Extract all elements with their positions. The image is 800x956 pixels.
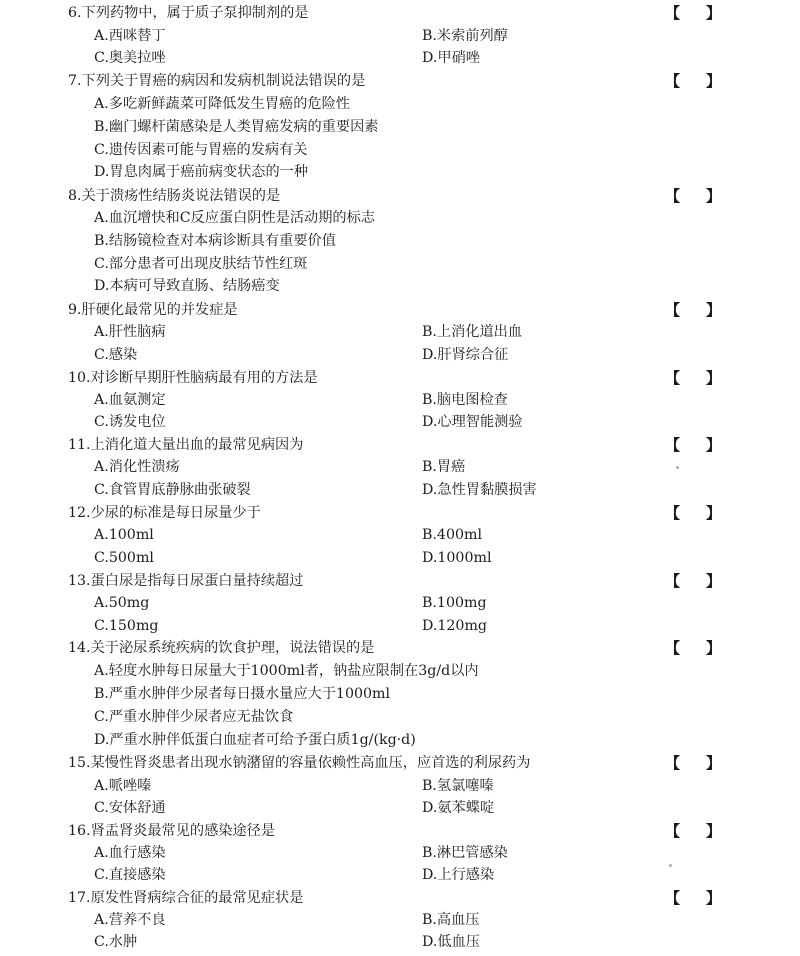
bracket-close: 】 <box>705 369 721 387</box>
answer-bracket[interactable] <box>665 639 721 657</box>
option-a: A.肝性脑病 <box>94 324 166 340</box>
answer-bracket[interactable] <box>665 301 721 319</box>
scan-speck <box>669 864 672 867</box>
option-a: A.哌唑嗪 <box>94 778 152 794</box>
answer-bracket[interactable] <box>665 504 721 522</box>
option-a: A.多吃新鲜蔬菜可降低发生胃癌的危险性 <box>94 96 350 112</box>
bracket-close: 】 <box>705 754 721 772</box>
question-stem: 13.蛋白尿是指每日尿蛋白量持续超过 <box>68 573 304 589</box>
bracket-close: 】 <box>705 889 721 907</box>
option-b: B.结肠镜检查对本病诊断具有重要价值 <box>94 233 336 249</box>
option-b: B.高血压 <box>422 912 480 928</box>
bracket-open: 【 <box>665 4 681 22</box>
bracket-open: 【 <box>665 572 681 590</box>
option-b: B.严重水肿伴少尿者每日摄水量应大于1000ml <box>94 686 391 702</box>
answer-bracket[interactable] <box>665 436 721 454</box>
option-c: C.遗传因素可能与胃癌的发病有关 <box>94 142 308 158</box>
option-c: C.直接感染 <box>94 867 166 883</box>
bracket-close: 】 <box>705 822 721 840</box>
question-stem: 12.少尿的标准是每日尿量少于 <box>68 505 261 521</box>
question-stem: 16.肾盂肾炎最常见的感染途径是 <box>68 823 276 839</box>
option-a: A.50mg <box>94 595 150 611</box>
bracket-close: 】 <box>705 504 721 522</box>
bracket-open: 【 <box>665 187 681 205</box>
option-b: B.脑电图检查 <box>422 392 508 408</box>
bracket-open: 【 <box>665 504 681 522</box>
option-d: D.胃息肉属于癌前病变状态的一种 <box>94 164 309 180</box>
bracket-open: 【 <box>665 754 681 772</box>
option-c: C.食管胃底静脉曲张破裂 <box>94 482 251 498</box>
option-d: D.1000ml <box>422 550 492 566</box>
option-b: B.淋巴管感染 <box>422 845 508 861</box>
bracket-close: 】 <box>705 639 721 657</box>
question-stem: 9.肝硬化最常见的并发症是 <box>68 302 238 318</box>
question-stem: 14.关于泌尿系统疾病的饮食护理，说法错误的是 <box>68 640 375 656</box>
question-stem: 8.关于溃疡性结肠炎说法错误的是 <box>68 188 281 204</box>
option-b: B.米索前列醇 <box>422 28 508 44</box>
option-d: D.严重水肿伴低蛋白血症者可给予蛋白质1g/(kg·d) <box>94 732 416 748</box>
option-a: A.血行感染 <box>94 845 166 861</box>
question-stem: 17.原发性肾病综合征的最常见症状是 <box>68 890 304 906</box>
question-stem: 6.下列药物中，属于质子泵抑制剂的是 <box>68 5 309 21</box>
bracket-open: 【 <box>665 436 681 454</box>
option-d: D.氨苯蝶啶 <box>422 800 495 816</box>
option-a: A.血氨测定 <box>94 392 166 408</box>
scan-speck <box>676 466 679 469</box>
bracket-open: 【 <box>665 889 681 907</box>
question-stem: 10.对诊断早期肝性脑病最有用的方法是 <box>68 370 318 386</box>
option-d: D.120mg <box>422 618 487 634</box>
answer-bracket[interactable] <box>665 369 721 387</box>
option-d: D.肝肾综合征 <box>422 347 509 363</box>
option-d: D.本病可导致直肠、结肠癌变 <box>94 278 280 294</box>
bracket-close: 】 <box>705 187 721 205</box>
bracket-open: 【 <box>665 822 681 840</box>
option-d: D.急性胃黏膜损害 <box>422 482 537 498</box>
option-b: B.幽门螺杆菌感染是人类胃癌发病的重要因素 <box>94 119 379 135</box>
question-stem: 11.上消化道大量出血的最常见病因为 <box>68 437 304 453</box>
option-c: C.500ml <box>94 550 154 566</box>
bracket-open: 【 <box>665 369 681 387</box>
option-b: B.上消化道出血 <box>422 324 523 340</box>
option-c: C.安体舒通 <box>94 800 166 816</box>
question-stem: 15.某慢性肾炎患者出现水钠潴留的容量依赖性高血压，应首选的利尿药为 <box>68 755 531 771</box>
option-c: C.严重水肿伴少尿者应无盐饮食 <box>94 709 294 725</box>
option-b: B.氢氯噻嗪 <box>422 778 494 794</box>
option-c: C.150mg <box>94 618 159 634</box>
option-c: C.感染 <box>94 347 138 363</box>
option-d: D.甲硝唑 <box>422 50 480 66</box>
bracket-close: 】 <box>705 72 721 90</box>
question-stem: 7.下列关于胃癌的病因和发病机制说法错误的是 <box>68 73 366 89</box>
option-a: A.消化性溃疡 <box>94 459 180 475</box>
option-a: A.100ml <box>94 527 154 543</box>
answer-bracket[interactable] <box>665 889 721 907</box>
option-c: C.诱发电位 <box>94 414 166 430</box>
option-c: C.水肿 <box>94 934 138 950</box>
option-c: C.奥美拉唑 <box>94 50 166 66</box>
option-c: C.部分患者可出现皮肤结节性红斑 <box>94 256 308 272</box>
answer-bracket[interactable] <box>665 754 721 772</box>
answer-bracket[interactable] <box>665 572 721 590</box>
answer-bracket[interactable] <box>665 822 721 840</box>
answer-bracket[interactable] <box>665 4 721 22</box>
answer-bracket[interactable] <box>665 72 721 90</box>
option-b: B.100mg <box>422 595 487 611</box>
option-a: A.营养不良 <box>94 912 166 928</box>
bracket-open: 【 <box>665 639 681 657</box>
option-b: B.胃癌 <box>422 459 466 475</box>
bracket-open: 【 <box>665 301 681 319</box>
bracket-close: 】 <box>705 301 721 319</box>
option-d: D.心理智能测验 <box>422 414 523 430</box>
answer-bracket[interactable] <box>665 187 721 205</box>
bracket-close: 】 <box>705 436 721 454</box>
option-a: A.血沉增快和C反应蛋白阴性是活动期的标志 <box>94 210 375 226</box>
option-a: A.轻度水肿每日尿量大于1000ml者，钠盐应限制在3g/d以内 <box>94 663 479 679</box>
bracket-open: 【 <box>665 72 681 90</box>
option-a: A.西咪替丁 <box>94 28 166 44</box>
option-d: D.上行感染 <box>422 867 495 883</box>
option-d: D.低血压 <box>422 934 480 950</box>
bracket-close: 】 <box>705 4 721 22</box>
option-b: B.400ml <box>422 527 483 543</box>
bracket-close: 】 <box>705 572 721 590</box>
